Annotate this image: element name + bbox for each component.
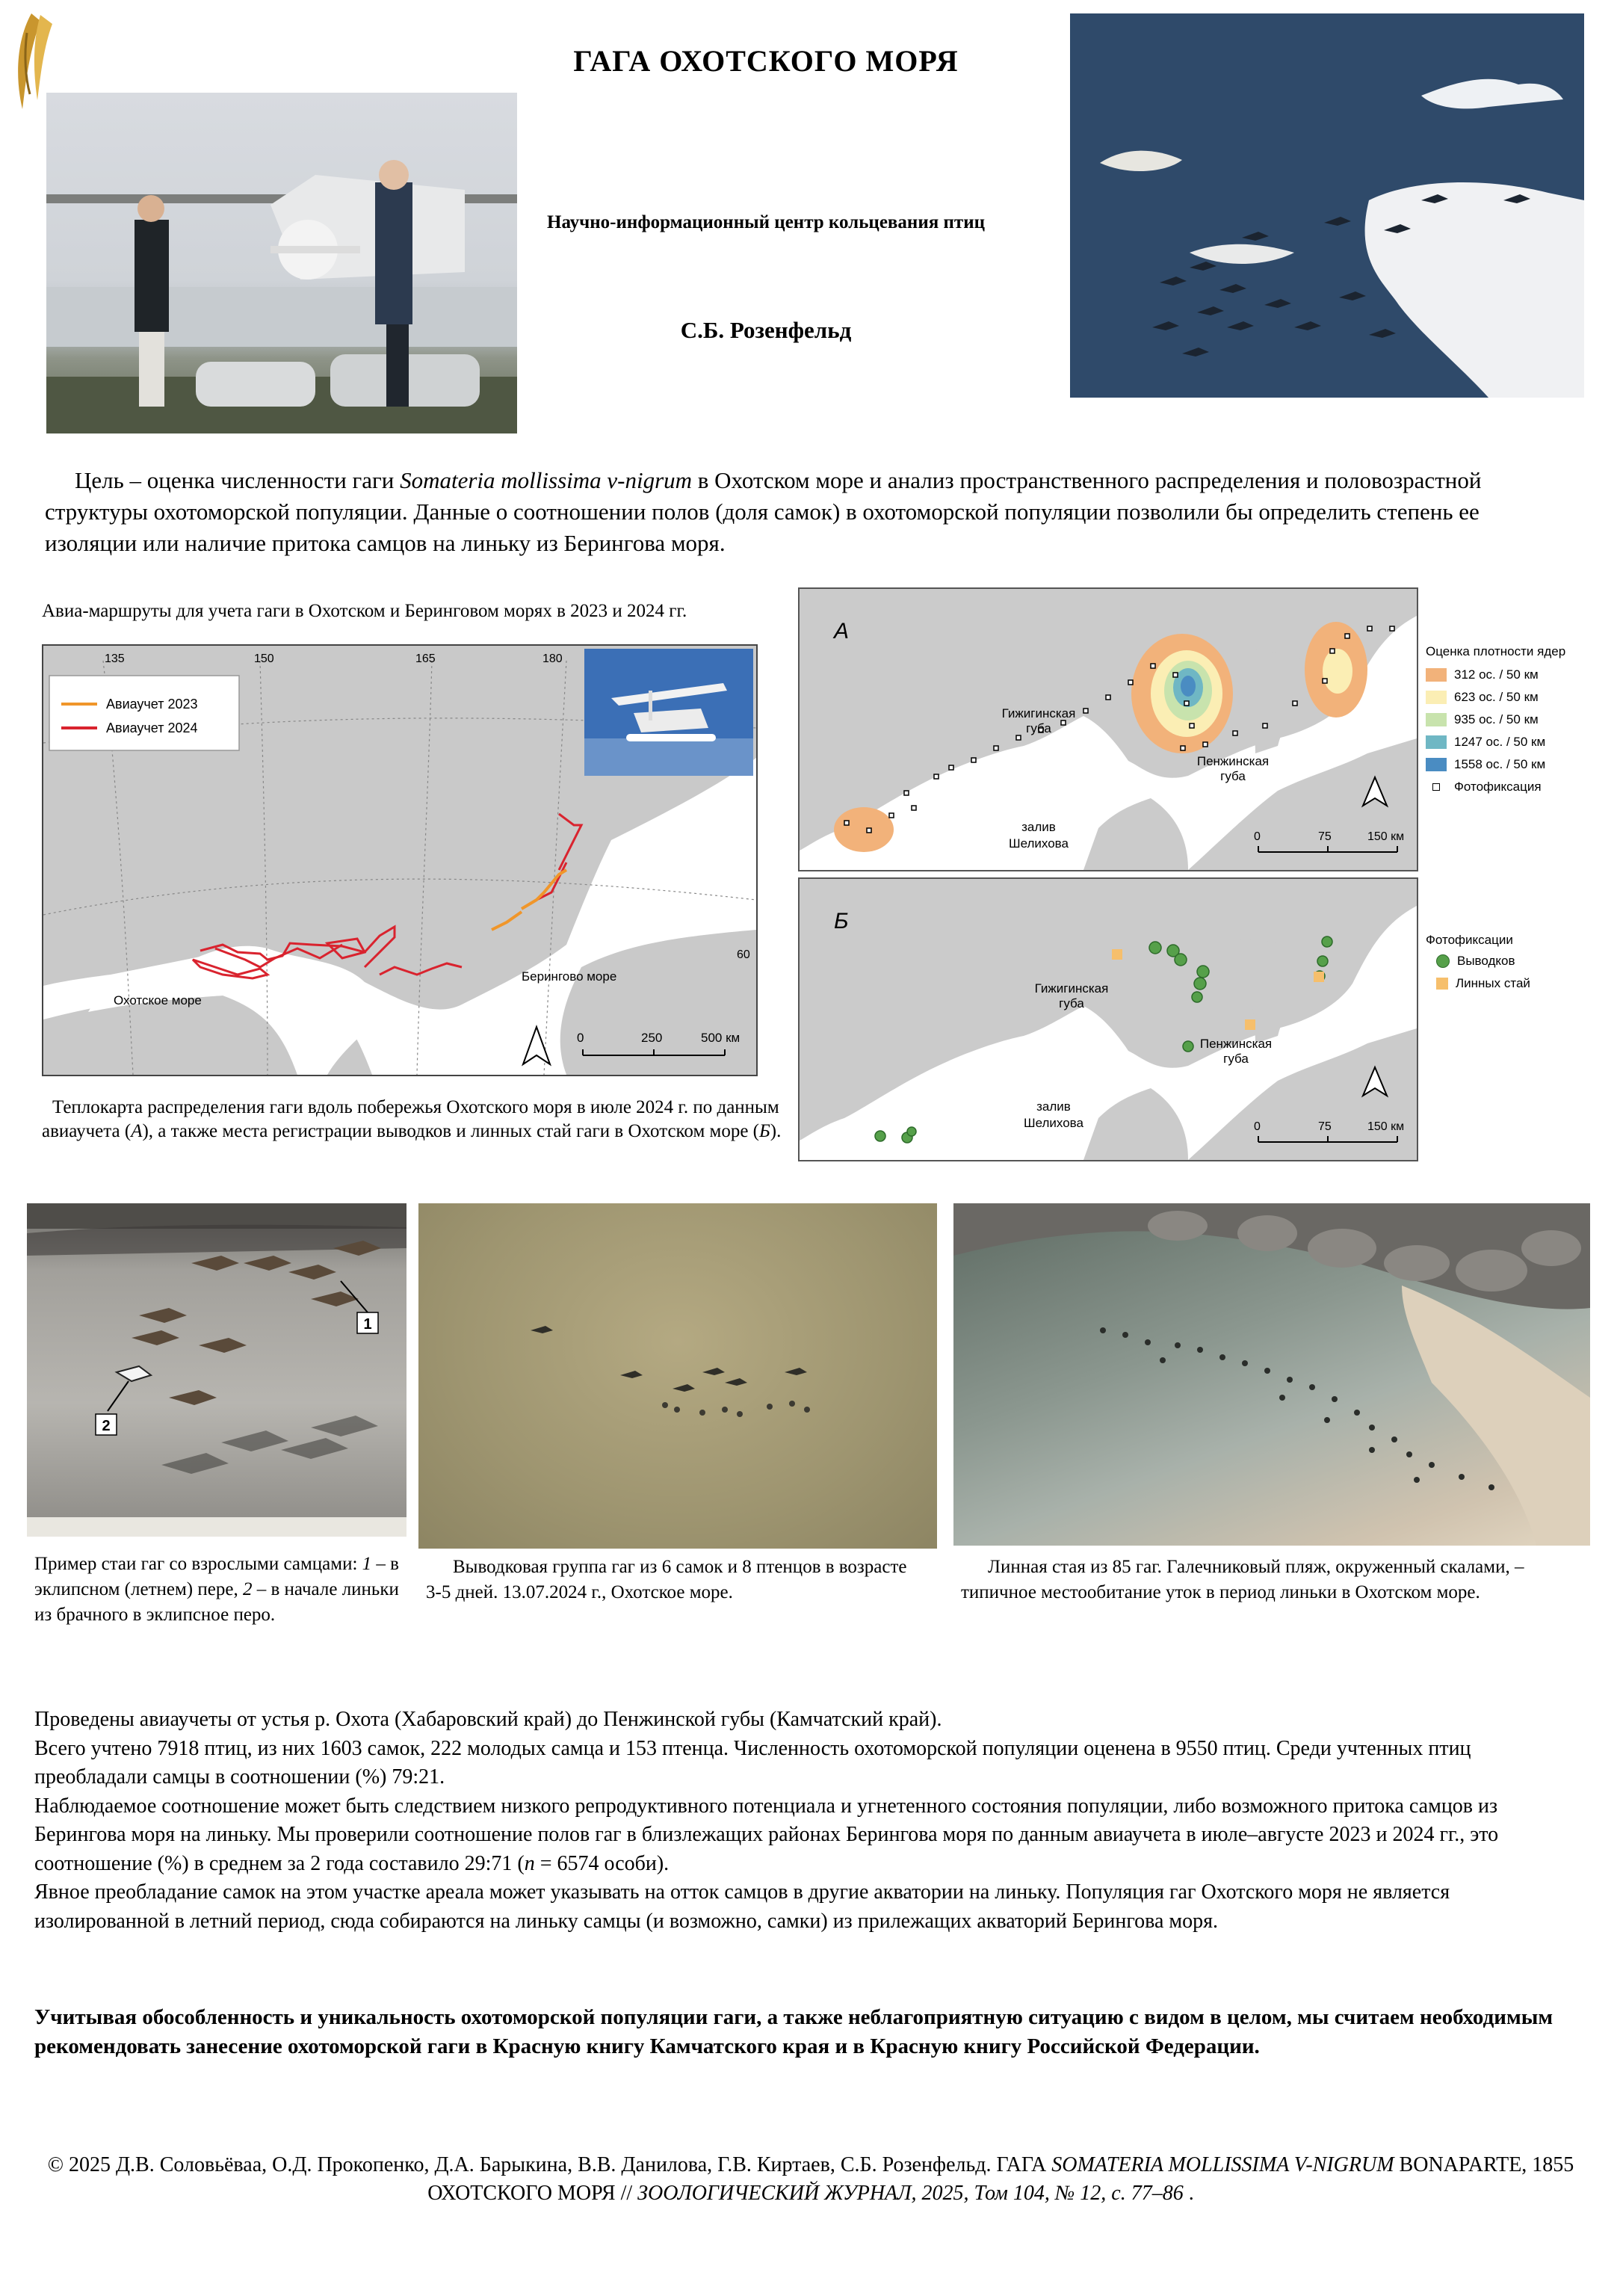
label-shelikh-2: Шелихова (1009, 836, 1069, 851)
label-penzh-b2: губа (1223, 1052, 1249, 1066)
legend-swatch (1426, 713, 1447, 726)
intro-paragraph: Цель – оценка численности гаги Somateria mollissima v-nigrum в Охотском море и анализ пространственного распределения и половозрастной структуры охотоморской популяции. Данные о соотношении полов (доля самок) в охотоморской популяции позволили бы определить степень ее изоляции или наличие притока самцов на линьку из Берингова моря. (45, 467, 1482, 556)
label-shelikh-1: залив (1021, 820, 1056, 834)
lon-tick: 165 (415, 652, 436, 665)
legend-item (1426, 776, 1575, 798)
results-p1: Проведены авиаучеты от устья р. Охота (Хабаровский край) до Пенжинской губы (Камчатский край). (34, 1708, 942, 1731)
legend-label: 935 ос. / 50 км (1454, 712, 1539, 726)
results-p2: Всего учтено 7918 птиц, из них 1603 самок, 222 молодых самца и 153 птенца. Численность охотоморской популяции оценена в 9550 птиц. Среди учтенных птиц преобладали самцы в соотношении (%) 79:21. (34, 1736, 1471, 1789)
label-shelikh-b2: Шелихова (1024, 1116, 1083, 1130)
legend-title: Оценка плотности ядер (1426, 644, 1566, 658)
photofix-legend (1426, 933, 1575, 991)
photofix-marker-icon (1432, 783, 1440, 791)
results-text (34, 1706, 1589, 1936)
conclusion: Учитывая обособленность и уникальность охотоморской популяции гаги, а также неблагоприятную ситуацию с видом в целом, мы считаем необходимым рекомендовать занесение охотоморской гаги в Красную книгу Камчатского края и в Красную книгу Российской Федерации. (34, 2005, 1553, 2058)
caption-molting-flock: Линная стая из 85 гаг. Галечниковый пляж, окруженный скалами, – типичное местообитание уток в период линьки в Охотском море. (961, 1557, 1524, 1602)
legend-item (1426, 686, 1575, 709)
label-penzh-1: Пенжинская (1196, 754, 1270, 768)
scale-a-75: 75 (1318, 830, 1332, 843)
heat-blob-east (1305, 622, 1367, 718)
label-gizh-1: Гижигинская (1001, 706, 1076, 720)
panel-label-b: Б (834, 909, 849, 933)
results-p3: Наблюдаемое соотношение может быть следствием низкого репродуктивного потенциала и угнетенного состояния популяции, либо возможного притока самцов из Берингова моря на линьку. Мы проверили соотношение полов гаг в близлежащих районах Берингова моря по данным авиаучета в июле–августе 2023 и 2024 гг., это соотношение (%) в среднем за 2 года составило 29:71 (n = 6574 особи). (34, 1794, 1499, 1875)
heat-blob-west (834, 807, 894, 852)
heat-blob-north (1131, 634, 1233, 753)
photo-label-2: 2 (102, 1418, 111, 1434)
scale-b-150: 150 км (1367, 1120, 1405, 1133)
scale-500: 500 км (701, 1031, 741, 1045)
heatmap-legend (1426, 644, 1575, 798)
label-penzh-2: губа (1220, 769, 1246, 783)
photo-eiders-over-ice (1070, 13, 1584, 398)
legend-2023: Авиаучет 2023 (106, 697, 198, 712)
label-penzh-b1: Пенжинская (1199, 1037, 1273, 1051)
legend-item (1426, 753, 1575, 776)
label-gizh-b1: Гижигинская (1034, 981, 1109, 996)
caption-male-flock: Пример стаи гаг со взрослыми самцами: 1 – в эклипсном (летнем) пере, 2 – в начале линьки из брачного в эклипсное перо. (34, 1554, 399, 1625)
routes-map-caption: Авиа-маршруты для учета гаги в Охотском и Беринговом морях в 2023 и 2024 гг. (42, 601, 687, 621)
brood-marker-icon (1436, 954, 1450, 968)
lon-tick: 135 (105, 652, 125, 665)
scale-a-150: 150 км (1367, 830, 1405, 843)
photo-seaplane-team (46, 93, 517, 433)
panel-label-a: А (834, 619, 850, 644)
legend-swatch (1426, 758, 1447, 771)
heatmap-panel-b (798, 877, 1418, 1161)
page-title: ГАГА ОХОТСКОГО МОРЯ (573, 44, 959, 78)
legend-swatch (1426, 691, 1447, 704)
legend-label: 1247 ос. / 50 км (1454, 735, 1546, 749)
scale-0: 0 (577, 1031, 584, 1045)
scale-a-0: 0 (1254, 830, 1261, 843)
legend-brood: Выводков (1457, 954, 1515, 968)
routes-map (42, 644, 758, 1076)
sea-label-okhotsk: Охотское море (114, 993, 202, 1007)
legend-item (1426, 709, 1575, 731)
label-gizh-b2: губа (1059, 996, 1084, 1010)
legend-molting: Линных стай (1456, 976, 1530, 990)
institution: Научно-информационный центр кольцевания птиц (547, 212, 985, 232)
lon-tick: 180 (542, 652, 563, 665)
legend-label: 623 ос. / 50 км (1454, 690, 1539, 704)
citation: © 2025 Д.В. Соловьёваа, О.Д. Прокопенко, Д.А. Барыкина, В.В. Данилова, Г.В. Киртаев, С.Б. Розенфельд. ГАГА SOMATERIA MOLLISSIMA V-NIGRUM BONAPARTE, 1855 ОХОТСКОГО МОРЯ // ЗООЛОГИЧЕСКИЙ ЖУРНАЛ, 2025, Том 104, № 12, с. 77–86 . (47, 2153, 1574, 2205)
photo-molting-flock (953, 1203, 1590, 1546)
lat-tick: 60 (737, 948, 750, 961)
legend-label: 312 ос. / 50 км (1454, 667, 1539, 682)
photo-brood-group (418, 1203, 937, 1549)
molting-marker-icon (1436, 978, 1448, 990)
photo-label-1: 1 (363, 1316, 372, 1333)
inset-plane-photo (584, 649, 753, 776)
legend-label: Фотофиксация (1454, 780, 1542, 794)
results-p4: Явное преобладание самок на этом участке ареала может указывать на отток самцов в другие акватории на линьку. Популяция гаг Охотского моря не является изолированной в летний период, сюда собираются на линьку самцы (и возможно, самки) из прилежащих акваторий Берингова моря. (34, 1880, 1450, 1933)
scale-b-75: 75 (1318, 1120, 1332, 1133)
photo-male-flock (27, 1203, 406, 1537)
legend-label: 1558 ос. / 50 км (1454, 757, 1546, 771)
caption-brood-group: Выводковая группа гаг из 6 самок и 8 птенцов в возрасте 3-5 дней. 13.07.2024 г., Охотское море. (426, 1557, 907, 1602)
heatmap-panel-a (798, 587, 1418, 871)
sea-label-bering: Берингово море (522, 969, 617, 984)
author: С.Б. Розенфельд (680, 317, 852, 343)
label-shelikh-b1: залив (1036, 1099, 1071, 1114)
legend-b-title: Фотофиксации (1426, 933, 1513, 947)
legend-swatch (1426, 668, 1447, 682)
scale-b-0: 0 (1254, 1120, 1261, 1133)
legend-2024: Авиаучет 2024 (106, 720, 198, 735)
scale-250: 250 (641, 1031, 663, 1045)
label-gizh-2: губа (1026, 721, 1051, 735)
legend-swatch (1426, 735, 1447, 749)
legend-item (1426, 731, 1575, 753)
legend-item (1426, 664, 1575, 686)
heatmap-caption: Теплокарта распределения гаги вдоль побережья Охотского моря в июле 2024 г. по данным авиаучета (А), а также места регистрации выводков и линных стай гаги в Охотском море (Б). (42, 1097, 782, 1141)
lon-tick: 150 (254, 652, 274, 665)
